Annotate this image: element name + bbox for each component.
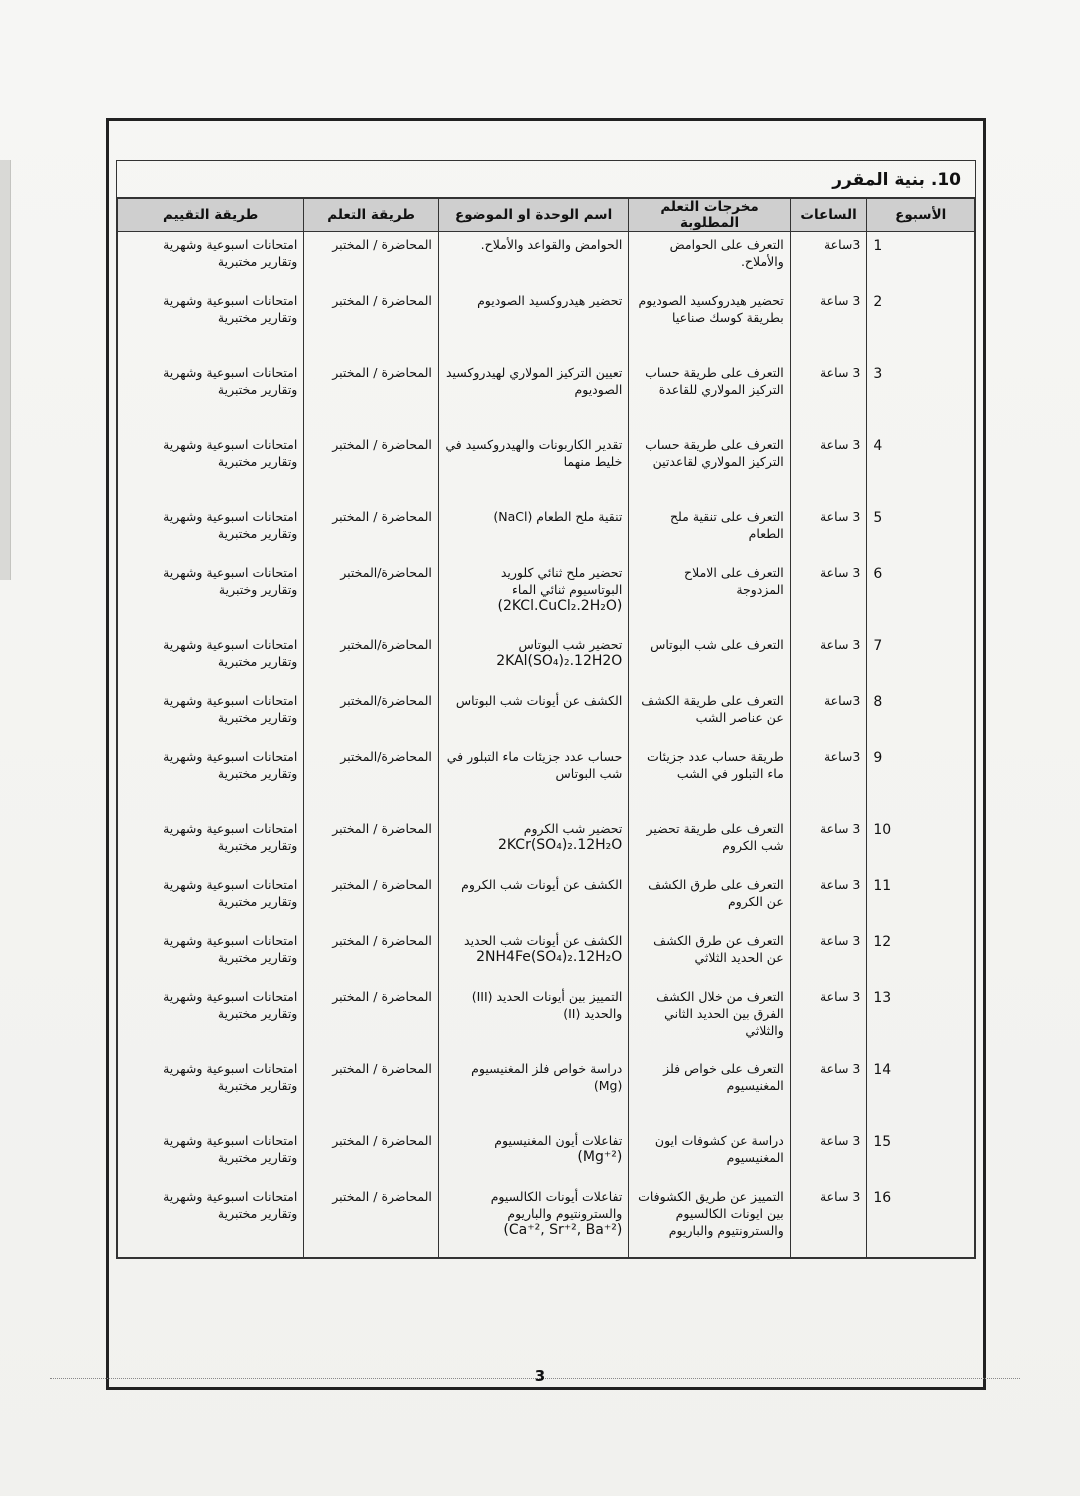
week-cell bbox=[867, 504, 975, 560]
topic-cell bbox=[438, 1128, 628, 1184]
assessment-cell-text: امتحانات اسبوعية وشهرية وتقارير مختبرية bbox=[163, 237, 298, 269]
hours-cell-text: 3 ساعة bbox=[819, 636, 861, 652]
assessment-cell bbox=[118, 360, 304, 432]
topic-cell bbox=[438, 1056, 628, 1128]
outcome-cell bbox=[629, 688, 790, 744]
week-cell bbox=[867, 232, 975, 288]
hours-cell bbox=[790, 232, 867, 288]
method-cell-text: المحاضرة/المختبر bbox=[340, 636, 432, 652]
topic-cell bbox=[438, 560, 628, 632]
hours-cell-text: 3 ساعة bbox=[819, 292, 861, 308]
chemical-formula: 2KCr(SO₄)₂.12H₂O bbox=[497, 836, 623, 853]
assessment-cell bbox=[118, 744, 304, 816]
topic-cell-text: تفاعلات أيونات الكالسيوم والسترونتيوم والباريوم bbox=[490, 1188, 623, 1221]
week-cell bbox=[867, 928, 975, 984]
week-cell-text: 11 bbox=[873, 877, 892, 894]
week-cell-text: 16 bbox=[873, 1189, 892, 1206]
method-cell-text: المحاضرة / المختبر bbox=[332, 820, 432, 836]
topic-cell-text: التمييز بين أيونات الحديد (III) والحديد (II) bbox=[471, 988, 623, 1021]
topic-cell bbox=[438, 288, 628, 360]
assessment-cell bbox=[118, 1128, 304, 1184]
week-cell-text: 10 bbox=[873, 821, 892, 838]
outcome-cell bbox=[629, 360, 790, 432]
chemical-formula: (Ca⁺², Sr⁺², Ba⁺²) bbox=[503, 1221, 623, 1238]
outcome-cell-text: التعرف عن طرق الكشف عن الحديد الثلاثي bbox=[653, 932, 784, 965]
week-cell-text: 12 bbox=[873, 933, 892, 950]
outcome-cell-text: التعرف على طريقة الكشف عن عناصر الشب bbox=[641, 692, 784, 725]
week-cell bbox=[867, 816, 975, 872]
topic-cell bbox=[438, 632, 628, 688]
outcome-cell-text: التعرف من خلال الكشف الفرق بين الحديد الثاني والثلاثي bbox=[656, 988, 784, 1038]
hours-cell bbox=[790, 928, 867, 984]
week-cell-text: 9 bbox=[873, 749, 883, 766]
assessment-cell-text: امتحانات اسبوعية وشهرية وتقارير مختبرية bbox=[163, 292, 298, 325]
hours-cell-text: 3ساعة bbox=[823, 237, 861, 252]
hours-cell bbox=[790, 632, 867, 688]
method-cell bbox=[304, 632, 439, 688]
assessment-cell-text: امتحانات اسبوعية وشهرية وتقارير وختبرية bbox=[163, 564, 298, 597]
week-cell-text: 15 bbox=[873, 1133, 892, 1150]
hours-cell-text: 3 ساعة bbox=[819, 932, 861, 948]
hours-cell bbox=[790, 560, 867, 632]
table-row bbox=[118, 744, 975, 816]
header-week: الأسبوع bbox=[867, 199, 975, 232]
outcome-cell bbox=[629, 560, 790, 632]
table-row bbox=[118, 432, 975, 504]
table-row bbox=[118, 816, 975, 872]
hours-cell bbox=[790, 984, 867, 1056]
scroll-edge bbox=[0, 160, 11, 580]
table-row bbox=[118, 872, 975, 928]
table-row bbox=[118, 984, 975, 1056]
outcome-cell-text: طريقة حساب عدد جزيئات ماء التبلور في الشب bbox=[647, 748, 784, 781]
week-cell-text: 8 bbox=[873, 693, 883, 710]
topic-cell bbox=[438, 1184, 628, 1258]
table-row bbox=[118, 1056, 975, 1128]
outcome-cell bbox=[629, 288, 790, 360]
hours-cell bbox=[790, 288, 867, 360]
assessment-cell-text: امتحانات اسبوعية وشهرية وتقارير مختبرية bbox=[163, 508, 298, 541]
topic-cell-text: الكشف عن أيونات شب البوتاس bbox=[455, 692, 623, 708]
table-row bbox=[118, 360, 975, 432]
hours-cell bbox=[790, 1184, 867, 1258]
course-structure-table bbox=[117, 198, 975, 1258]
table-row bbox=[118, 560, 975, 632]
outcome-cell bbox=[629, 928, 790, 984]
assessment-cell bbox=[118, 504, 304, 560]
topic-cell-text: الكشف عن أيونات شب الحديد bbox=[464, 932, 623, 948]
week-cell bbox=[867, 632, 975, 688]
topic-cell-text: الكشف عن أيونات شب الكروم bbox=[461, 876, 623, 892]
assessment-cell bbox=[118, 432, 304, 504]
hours-cell-text: 3 ساعة bbox=[819, 1132, 861, 1148]
header-assessment: طريقة التقييم bbox=[118, 199, 304, 232]
hours-cell bbox=[790, 360, 867, 432]
week-cell bbox=[867, 1056, 975, 1128]
method-cell-text: المحاضرة / المختبر bbox=[332, 1188, 432, 1204]
topic-cell-text: تحضير ملح ثنائي كلوريد البوتاسيوم ثنائي الماء bbox=[500, 564, 623, 597]
assessment-cell-text: امتحانات اسبوعية وشهرية وتقارير مختبرية bbox=[163, 876, 298, 909]
topic-cell-text: دراسة خواص فلز المغنيسيوم (Mg) bbox=[471, 1060, 623, 1093]
week-cell bbox=[867, 688, 975, 744]
assessment-cell-text: امتحانات اسبوعية وشهرية وتقارير مختبرية bbox=[163, 1132, 298, 1165]
week-cell bbox=[867, 560, 975, 632]
week-cell bbox=[867, 288, 975, 360]
topic-cell-text: تعيين التركيز المولاري لهيدروكسيد الصوديوم bbox=[445, 364, 623, 397]
method-cell bbox=[304, 984, 439, 1056]
assessment-cell-text: امتحانات اسبوعية وشهرية وتقارير مختبرية bbox=[163, 988, 298, 1021]
method-cell-text: المحاضرة / المختبر bbox=[332, 237, 432, 252]
outcome-cell-text: التعرف على شب البوتاس bbox=[650, 636, 784, 652]
method-cell-text: المحاضرة / المختبر bbox=[332, 436, 432, 452]
topic-cell bbox=[438, 872, 628, 928]
chemical-formula: (2KCl.CuCl₂.2H₂O) bbox=[497, 597, 623, 614]
hours-cell-text: 3 ساعة bbox=[819, 1188, 861, 1204]
hours-cell-text: 3 ساعة bbox=[819, 876, 861, 892]
outcome-cell-text: التعرف على خواص فلز المغنيسيوم bbox=[663, 1060, 784, 1093]
table-row bbox=[118, 632, 975, 688]
table-row bbox=[118, 688, 975, 744]
assessment-cell-text: امتحانات اسبوعية وشهرية وتقارير مختبرية bbox=[163, 748, 298, 781]
outcome-cell-text: دراسة عن كشوفات ايون المغنيسيوم bbox=[654, 1132, 784, 1165]
outcome-cell-text: التعرف على طرق الكشف عن الكروم bbox=[648, 876, 784, 909]
topic-cell bbox=[438, 360, 628, 432]
outcome-cell bbox=[629, 632, 790, 688]
outcome-cell-text: التعرف على الاملاح المزدوجة bbox=[684, 564, 784, 597]
method-cell-text: المحاضرة / المختبر bbox=[332, 876, 432, 892]
week-cell bbox=[867, 360, 975, 432]
hours-cell-text: 3 ساعة bbox=[819, 564, 861, 580]
method-cell bbox=[304, 360, 439, 432]
chemical-formula: 2KAl(SO₄)₂.12H2O bbox=[496, 652, 623, 669]
hours-cell bbox=[790, 872, 867, 928]
method-cell bbox=[304, 1184, 439, 1258]
outcome-cell bbox=[629, 504, 790, 560]
hours-cell bbox=[790, 432, 867, 504]
week-cell-text: 14 bbox=[873, 1061, 892, 1078]
table-row bbox=[118, 1184, 975, 1258]
assessment-cell-text: امتحانات اسبوعية وشهرية وتقارير مختبرية bbox=[163, 364, 298, 397]
week-cell bbox=[867, 1128, 975, 1184]
method-cell bbox=[304, 504, 439, 560]
assessment-cell-text: امتحانات اسبوعية وشهرية وتقارير مختبرية bbox=[163, 1188, 298, 1221]
week-cell-text: 6 bbox=[873, 565, 883, 582]
topic-cell-text: تنقية ملح الطعام (NaCl) bbox=[493, 508, 623, 524]
topic-cell-text: تحضير شب البوتاس bbox=[518, 636, 623, 652]
outcome-cell bbox=[629, 816, 790, 872]
assessment-cell bbox=[118, 816, 304, 872]
topic-cell bbox=[438, 984, 628, 1056]
topic-cell bbox=[438, 744, 628, 816]
week-cell-text: 3 bbox=[873, 365, 883, 382]
method-cell-text: المحاضرة / المختبر bbox=[332, 932, 432, 948]
hours-cell-text: 3 ساعة bbox=[819, 364, 861, 380]
hours-cell-text: 3ساعة bbox=[823, 692, 861, 708]
topic-cell-text: تقدير الكاربونات والهيدروكسيد في خليط منهما bbox=[445, 436, 623, 469]
week-cell bbox=[867, 984, 975, 1056]
chemical-formula: 2NH4Fe(SO₄)₂.12H₂O bbox=[476, 948, 623, 965]
table-header-row bbox=[118, 199, 975, 232]
page-number: 3 bbox=[534, 1367, 546, 1385]
method-cell bbox=[304, 744, 439, 816]
outcome-cell-text: التعرف على طريقة تحضير شب الكروم bbox=[646, 820, 784, 853]
assessment-cell-text: امتحانات اسبوعية وشهرية وتقارير مختبرية bbox=[163, 436, 298, 469]
assessment-cell-text: امتحانات اسبوعية وشهرية وتقارير مختبرية bbox=[163, 820, 298, 853]
assessment-cell-text: امتحانات اسبوعية وشهرية وتقارير مختبرية bbox=[163, 1060, 298, 1093]
hours-cell-text: 3 ساعة bbox=[819, 988, 861, 1004]
method-cell bbox=[304, 816, 439, 872]
hours-cell bbox=[790, 1128, 867, 1184]
assessment-cell bbox=[118, 288, 304, 360]
method-cell-text: المحاضرة/المختبر bbox=[340, 692, 432, 708]
hours-cell bbox=[790, 744, 867, 816]
hours-cell bbox=[790, 816, 867, 872]
topic-cell-text: الحوامض والقواعد والأملاح. bbox=[480, 237, 623, 252]
hours-cell bbox=[790, 688, 867, 744]
topic-cell bbox=[438, 432, 628, 504]
assessment-cell bbox=[118, 232, 304, 288]
outcome-cell-text: التعرف على طريقة حساب التركيز المولاري لقاعدتين bbox=[645, 436, 784, 469]
topic-cell bbox=[438, 928, 628, 984]
outcome-cell bbox=[629, 744, 790, 816]
assessment-cell bbox=[118, 872, 304, 928]
assessment-cell bbox=[118, 928, 304, 984]
hours-cell-text: 3 ساعة bbox=[819, 820, 861, 836]
method-cell bbox=[304, 872, 439, 928]
method-cell bbox=[304, 1056, 439, 1128]
section-title: 10. بنية المقرر bbox=[117, 161, 975, 198]
method-cell-text: المحاضرة / المختبر bbox=[332, 364, 432, 380]
outcome-cell bbox=[629, 1128, 790, 1184]
outcome-cell-text: تحضير هيدروكسيد الصوديوم بطريقة كوسك صناعيا bbox=[638, 292, 784, 325]
outcome-cell bbox=[629, 1184, 790, 1258]
outcome-cell-text: التعرف على تنقية ملح الطعام bbox=[669, 508, 784, 541]
week-cell-text: 4 bbox=[873, 437, 883, 454]
hours-cell bbox=[790, 504, 867, 560]
assessment-cell-text: امتحانات اسبوعية وشهرية وتقارير مختبرية bbox=[163, 636, 298, 669]
method-cell bbox=[304, 288, 439, 360]
method-cell-text: المحاضرة / المختبر bbox=[332, 1060, 432, 1076]
table-row bbox=[118, 928, 975, 984]
week-cell bbox=[867, 744, 975, 816]
week-cell bbox=[867, 1184, 975, 1258]
topic-cell bbox=[438, 232, 628, 288]
outcome-cell bbox=[629, 872, 790, 928]
topic-cell-text: تحضير شب الكروم bbox=[523, 820, 623, 836]
method-cell bbox=[304, 1128, 439, 1184]
hours-cell-text: 3 ساعة bbox=[819, 1060, 861, 1076]
hours-cell-text: 3ساعة bbox=[823, 748, 861, 764]
method-cell-text: المحاضرة / المختبر bbox=[332, 292, 432, 308]
assessment-cell-text: امتحانات اسبوعية وشهرية وتقارير مختبرية bbox=[163, 692, 298, 725]
method-cell-text: المحاضرة / المختبر bbox=[332, 508, 432, 524]
method-cell-text: المحاضرة/المختبر bbox=[340, 564, 432, 580]
outcome-cell-text: التعرف على الحوامض والأملاح. bbox=[669, 237, 784, 269]
assessment-cell bbox=[118, 1184, 304, 1258]
method-cell-text: المحاضرة / المختبر bbox=[332, 1132, 432, 1148]
topic-cell-text: تفاعلات أيون المغنيسيوم bbox=[494, 1132, 623, 1148]
week-cell-text: 2 bbox=[873, 293, 883, 310]
header-outcomes: مخرجات التعلم المطلوبة bbox=[629, 199, 790, 232]
method-cell-text: المحاضرة / المختبر bbox=[332, 988, 432, 1004]
header-topic: اسم الوحدة او الموضوع bbox=[438, 199, 628, 232]
week-cell bbox=[867, 872, 975, 928]
assessment-cell bbox=[118, 984, 304, 1056]
week-cell-text: 1 bbox=[873, 238, 883, 254]
method-cell-text: المحاضرة/المختبر bbox=[340, 748, 432, 764]
outcome-cell bbox=[629, 232, 790, 288]
assessment-cell bbox=[118, 1056, 304, 1128]
table-row bbox=[118, 1128, 975, 1184]
topic-cell-text: تحضير هيدروكسيد الصوديوم bbox=[477, 292, 623, 308]
assessment-cell-text: امتحانات اسبوعية وشهرية وتقارير مختبرية bbox=[163, 932, 298, 965]
chemical-formula: (Mg⁺²) bbox=[577, 1148, 623, 1165]
outcome-cell-text: التعرف على طريقة حساب التركيز المولاري للقاعدة bbox=[645, 364, 784, 397]
week-cell-text: 13 bbox=[873, 989, 892, 1006]
outcome-cell bbox=[629, 1056, 790, 1128]
assessment-cell bbox=[118, 688, 304, 744]
header-method: طريقة التعلم bbox=[304, 199, 439, 232]
table-row bbox=[118, 504, 975, 560]
outcome-cell-text: التمييز عن طريق الكشوفات بين ايونات الكالسيوم والسترونتيوم والباريوم bbox=[638, 1188, 784, 1238]
method-cell bbox=[304, 432, 439, 504]
header-hours: الساعات bbox=[790, 199, 867, 232]
table-row bbox=[118, 288, 975, 360]
outcome-cell bbox=[629, 984, 790, 1056]
topic-cell bbox=[438, 688, 628, 744]
topic-cell-text: حساب عدد جزيئات ماء التبلور في شب البوتاس bbox=[446, 748, 623, 781]
topic-cell bbox=[438, 816, 628, 872]
assessment-cell bbox=[118, 632, 304, 688]
week-cell-text: 7 bbox=[873, 637, 883, 654]
method-cell bbox=[304, 688, 439, 744]
week-cell bbox=[867, 432, 975, 504]
method-cell bbox=[304, 928, 439, 984]
week-cell-text: 5 bbox=[873, 509, 883, 526]
topic-cell bbox=[438, 504, 628, 560]
course-structure-box bbox=[116, 160, 976, 1259]
outcome-cell bbox=[629, 432, 790, 504]
method-cell bbox=[304, 560, 439, 632]
hours-cell-text: 3 ساعة bbox=[819, 508, 861, 524]
table-row bbox=[118, 232, 975, 288]
hours-cell bbox=[790, 1056, 867, 1128]
assessment-cell bbox=[118, 560, 304, 632]
hours-cell-text: 3 ساعة bbox=[819, 436, 861, 452]
method-cell bbox=[304, 232, 439, 288]
